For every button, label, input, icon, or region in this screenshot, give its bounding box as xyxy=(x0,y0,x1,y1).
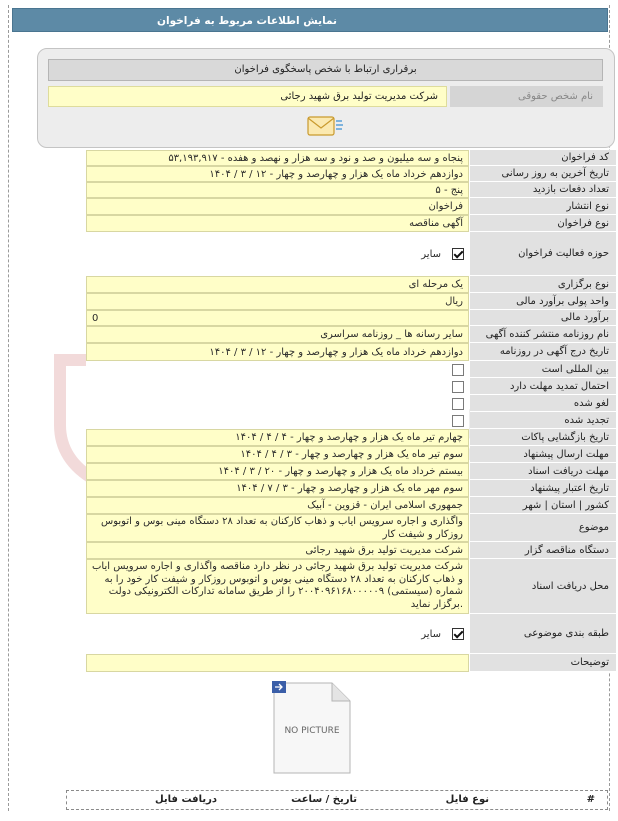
value-opening-date: ۱۴۰۴ / ۴ / ۴ - چهارم تیر ماه یک هزار و چهارصد و چهار xyxy=(86,429,469,446)
label-activity: حوزه فعالیت فراخوان xyxy=(470,232,616,276)
value-doc-place: شرکت مدیریت تولید برق شهید رجائی در نظر دارد مناقصه واگذاری و اجاره سرویس ایاب و ذهاب کارکنان به تعداد ۲۸ دستگاه مینی بوس و اتوبوس روزکار و شیفت کار خود را به شماره (سیستمی) ۲۰۰۴۰۹۶۱۶۸۰۰۰۰۰۹ را از طریق سامانه تدارکات الکترونیکی دولت برگزار نماید. xyxy=(86,559,469,614)
value-activity xyxy=(86,232,469,276)
row-opening-date xyxy=(86,429,616,446)
row-activity xyxy=(86,232,616,276)
label-opening-date: تاریخ بازگشایی پاکات xyxy=(470,429,616,446)
envelope-icon[interactable] xyxy=(306,113,344,139)
contact-heading: برقراری ارتباط با شخص پاسخگوی فراخوان xyxy=(48,59,603,81)
row-notes xyxy=(86,654,616,672)
files-col-download: دریافت فایل xyxy=(155,794,217,805)
row-call-type xyxy=(86,215,616,232)
files-col-datetime: تاریخ / ساعت xyxy=(291,794,357,805)
value-extension xyxy=(86,378,469,395)
value-cancelled xyxy=(86,395,469,412)
contact-panel xyxy=(37,48,615,148)
value-publish-type: فراخوان xyxy=(86,198,469,215)
label-last-update: تاریخ آخرین به روز رسانی xyxy=(470,166,616,182)
label-category: طبقه بندی موضوعی xyxy=(470,614,616,654)
value-visit-count: ۵ - پنج xyxy=(86,182,469,198)
no-picture-label: NO PICTURE xyxy=(284,726,340,736)
row-organizer xyxy=(86,542,616,559)
value-location: جمهوری اسلامی ایران - قزوین - آبیک xyxy=(86,497,469,514)
cancelled-checkbox[interactable] xyxy=(452,398,464,410)
row-submit-deadline xyxy=(86,446,616,463)
category-checkbox[interactable] xyxy=(452,628,464,640)
value-organizer: شرکت مدیریت تولید برق شهید رجائی xyxy=(86,542,469,559)
label-notes: توضیحات xyxy=(470,654,616,672)
row-doc-place xyxy=(86,559,616,614)
label-cancelled: لغو شده xyxy=(470,395,616,412)
label-doc-place: محل دریافت اسناد xyxy=(470,559,616,614)
extension-checkbox[interactable] xyxy=(452,381,464,393)
label-code: کد فراخوان xyxy=(470,150,616,166)
files-table-header xyxy=(66,790,608,810)
label-extension: احتمال تمدید مهلت دارد xyxy=(470,378,616,395)
label-submit-deadline: مهلت ارسال پیشنهاد xyxy=(470,446,616,463)
value-last-update: ۱۴۰۴ / ۳ / ۱۲ - دوازدهم خرداد ماه یک هزار و چهارصد و چهار xyxy=(86,166,469,182)
label-validity: تاریخ اعتبار پیشنهاد xyxy=(470,480,616,497)
category-option-label: سایر xyxy=(421,628,441,640)
row-visit-count xyxy=(86,182,616,198)
row-hold-type xyxy=(86,276,616,293)
label-estimate: برآورد مالی xyxy=(470,310,616,326)
row-code xyxy=(86,150,616,166)
label-location: کشور | استان | شهر xyxy=(470,497,616,514)
files-col-num: # xyxy=(586,794,595,805)
row-renewed xyxy=(86,412,616,429)
row-subject xyxy=(86,514,616,542)
row-doc-deadline xyxy=(86,463,616,480)
value-category xyxy=(86,614,469,654)
renewed-checkbox[interactable] xyxy=(452,415,464,427)
value-international xyxy=(86,361,469,378)
label-call-type: نوع فراخوان xyxy=(470,215,616,232)
activity-checkbox[interactable] xyxy=(452,248,464,260)
value-hold-type: یک مرحله ای xyxy=(86,276,469,293)
label-hold-type: نوع برگزاری xyxy=(470,276,616,293)
label-subject: موضوع xyxy=(470,514,616,542)
value-code: ۵۳,۱۹۳,۹۱۷ - پنجاه و سه میلیون و صد و نود و سه هزار و نهصد و هفده xyxy=(86,150,469,166)
value-notes xyxy=(86,654,469,672)
label-organizer: دستگاه مناقصه گزار xyxy=(470,542,616,559)
value-newspaper: سایر رسانه ها _ روزنامه سراسری xyxy=(86,326,469,343)
value-subject: واگذاری و اجاره سرویس ایاب و ذهاب کارکنان به تعداد ۲۸ دستگاه مینی بوس و اتوبوس روزکار و شیفت کار xyxy=(86,514,469,542)
row-extension xyxy=(86,378,616,395)
value-currency: ریال xyxy=(86,293,469,310)
row-location xyxy=(86,497,616,514)
value-submit-deadline: ۱۴۰۴ / ۴ / ۳ - سوم تیر ماه یک هزار و چهارصد و چهار xyxy=(86,446,469,463)
label-international: بین المللی است xyxy=(470,361,616,378)
contact-value: شرکت مدیریت تولید برق شهید رجائی xyxy=(48,86,447,107)
contact-label: نام شخص حقوقی xyxy=(450,86,603,107)
page-title: نمایش اطلاعات مربوط به فراخوان xyxy=(12,8,608,32)
label-renewed: تجدید شده xyxy=(470,412,616,429)
row-publish-type xyxy=(86,198,616,215)
row-newspaper xyxy=(86,326,616,343)
value-doc-deadline: ۱۴۰۴ / ۳ / ۲۰ - بیستم خرداد ماه یک هزار و چهارصد و چهار xyxy=(86,463,469,480)
row-currency xyxy=(86,293,616,310)
row-ad-date xyxy=(86,343,616,361)
activity-option-label: سایر xyxy=(421,248,441,260)
files-col-type: نوع فایل xyxy=(445,794,489,805)
row-cancelled xyxy=(86,395,616,412)
row-estimate xyxy=(86,310,616,326)
label-currency: واحد پولی برآورد مالی xyxy=(470,293,616,310)
row-category xyxy=(86,614,616,654)
row-last-update xyxy=(86,166,616,182)
international-checkbox[interactable] xyxy=(452,364,464,376)
row-international xyxy=(86,361,616,378)
label-visit-count: تعداد دفعات بازدید xyxy=(470,182,616,198)
label-doc-deadline: مهلت دریافت اسناد xyxy=(470,463,616,480)
row-validity xyxy=(86,480,616,497)
value-estimate: 0 xyxy=(86,310,469,326)
label-publish-type: نوع انتشار xyxy=(470,198,616,215)
label-newspaper: نام روزنامه منتشر کننده آگهی xyxy=(470,326,616,343)
label-ad-date: تاریخ درج آگهی در روزنامه xyxy=(470,343,616,361)
value-ad-date: ۱۴۰۴ / ۳ / ۱۲ - دوازدهم خرداد ماه یک هزار و چهارصد و چهار xyxy=(86,343,469,361)
no-picture-image xyxy=(270,679,354,777)
value-validity: ۱۴۰۴ / ۷ / ۳ - سوم مهر ماه یک هزار و چهارصد و چهار xyxy=(86,480,469,497)
value-call-type: آگهی مناقصه xyxy=(86,215,469,232)
value-renewed xyxy=(86,412,469,429)
